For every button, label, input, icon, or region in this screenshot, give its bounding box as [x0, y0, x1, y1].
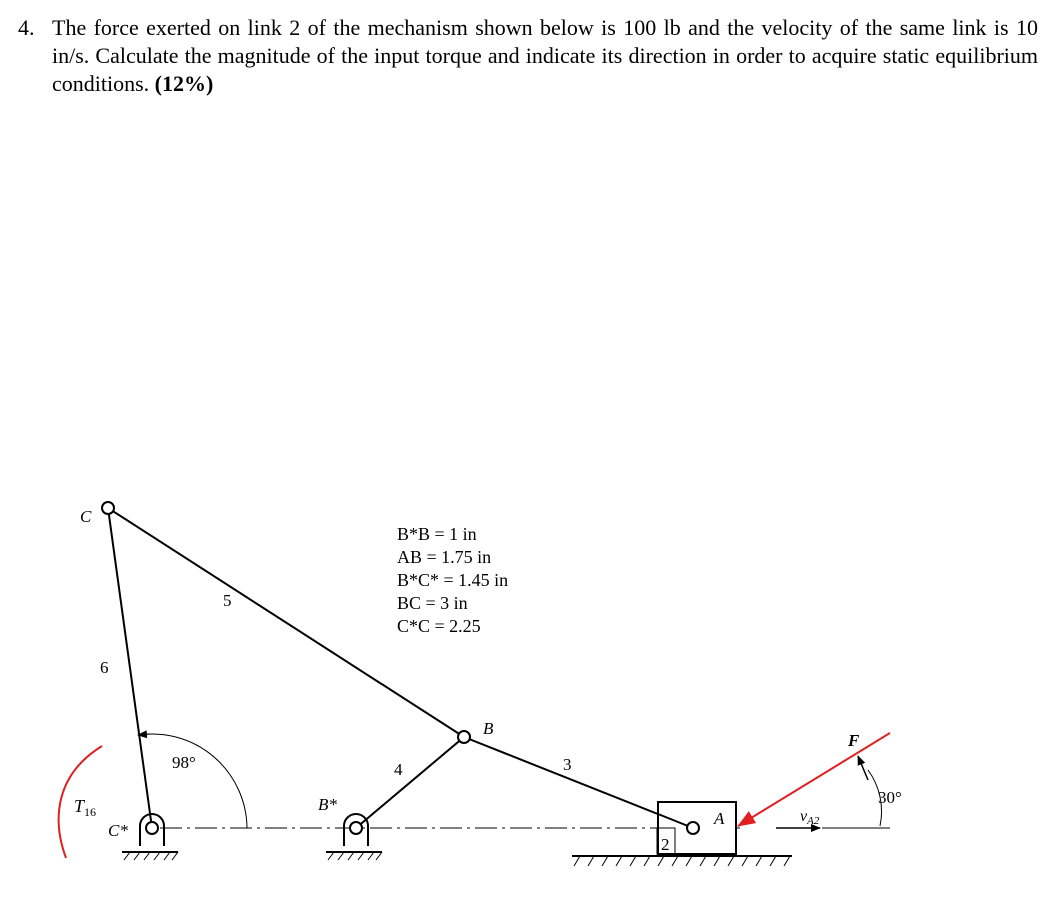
label-2: 2 [661, 835, 670, 854]
problem-number: 4. [18, 15, 35, 40]
joint-c [102, 502, 114, 514]
problem-weight: (12%) [154, 71, 214, 96]
label-3: 3 [563, 755, 572, 774]
label-98: 98° [172, 753, 196, 772]
joint-b [458, 731, 470, 743]
dimension-item: AB = 1.75 in [397, 547, 492, 567]
label-va2-sub: A2 [807, 815, 820, 827]
label-5: 5 [223, 591, 232, 610]
label-va2 [800, 808, 820, 827]
ground-c-star [122, 814, 178, 860]
label-6: 6 [100, 658, 109, 677]
label-4: 4 [394, 760, 403, 779]
label-a: A [714, 809, 725, 828]
label-va2-main: v [800, 808, 808, 825]
label-t16-sub: 16 [84, 805, 97, 819]
force-pointer [858, 756, 868, 780]
ground-b-star [326, 814, 382, 860]
label-t16 [74, 796, 96, 819]
label-c: C [80, 507, 92, 526]
label-b-star: B* [318, 795, 337, 814]
link-6 [108, 508, 152, 828]
label-30: 30° [878, 788, 902, 807]
label-c-star: C* [108, 821, 128, 840]
label-f: F [848, 731, 860, 750]
dimension-list [397, 524, 508, 636]
problem-text: The force exerted on link 2 of the mechanism shown below is 100 lb and the velocity of the same link is 10 in/s. Calculate the magnitude of the input torque and indicate its direction in order to acquire static equilibrium conditions. [52, 15, 1038, 96]
label-t16-main: T [74, 796, 85, 816]
joint-a [687, 822, 699, 834]
dimension-item: B*B = 1 in [397, 524, 477, 544]
dimension-item: C*C = 2.25 [397, 616, 481, 636]
dimension-item: BC = 3 in [397, 593, 468, 613]
slider-ground [572, 856, 792, 866]
label-b: B [483, 719, 494, 738]
dimension-item: B*C* = 1.45 in [397, 570, 509, 590]
link-4 [356, 737, 464, 828]
